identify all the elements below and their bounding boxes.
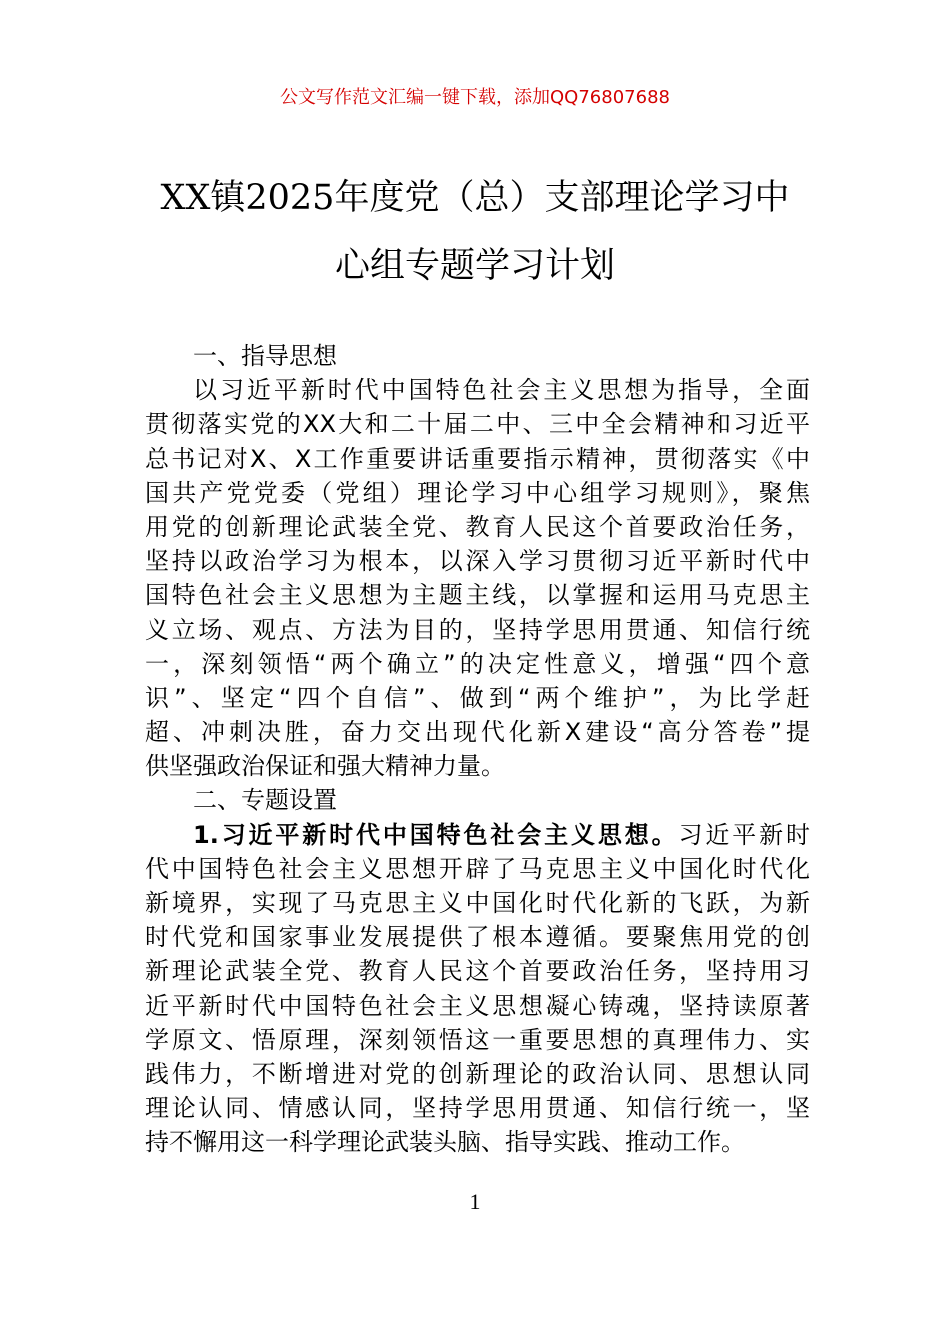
topic-1-first-line-text: 习近平新时 bbox=[678, 820, 810, 849]
document-title-line-1: XX镇2025年度党（总）支部理论学习中 bbox=[160, 178, 790, 218]
section-1-line: 以习近平新时代中国特色社会主义思想为指导，全面 bbox=[193, 376, 810, 405]
topic-1-line: 近平新时代中国特色社会主义思想凝心铸魂，坚持读原著 bbox=[145, 991, 810, 1020]
section-1-line: 识”、坚定“四个自信”、做到“两个维护”，为比学赶 bbox=[145, 683, 810, 712]
section-1-line: 用党的创新理论武装全党、教育人民这个首要政治任务， bbox=[145, 512, 810, 541]
document-title-line-2: 心组专题学习计划 bbox=[334, 246, 615, 286]
section-1-line: 总书记对X、X工作重要讲话重要指示精神，贯彻落实《中 bbox=[145, 444, 810, 473]
topic-1-first-line bbox=[145, 818, 810, 852]
section-1-heading: 一、指导思想 bbox=[193, 342, 337, 370]
section-1-line: 国共产党党委（党组）理论学习中心组学习规则》，聚焦 bbox=[145, 478, 810, 507]
section-1-line: 国特色社会主义思想为主题主线，以掌握和运用马克思主 bbox=[145, 581, 810, 610]
section-1-line: 超、冲刺决胜，奋力交出现代化新X建设“高分答卷”提 bbox=[145, 718, 810, 747]
section-1-line: 贯彻落实党的XX大和二十届二中、三中全会精神和习近平 bbox=[145, 410, 810, 439]
topic-1-line: 新境界，实现了马克思主义中国化时代化新的飞跃，为新 bbox=[145, 889, 810, 917]
document-body bbox=[145, 339, 810, 1160]
section-2-heading: 二、专题设置 bbox=[193, 786, 337, 815]
topic-1-line: 理论认同、情感认同，坚持学思用贯通、知信行统一，坚 bbox=[145, 1094, 810, 1123]
topic-1-line: 学原文、悟原理，深刻领悟这一重要思想的真理伟力、实 bbox=[145, 1025, 810, 1054]
download-note: 公文写作范文汇编一键下载，添加QQ76807688 bbox=[280, 87, 670, 108]
section-1-line: 坚持以政治学习为根本，以深入学习贯彻习近平新时代中 bbox=[145, 547, 810, 576]
page-number: 1 bbox=[469, 1189, 481, 1214]
section-1-line: 义立场、观点、方法为目的，坚持学思用贯通、知信行统 bbox=[145, 615, 810, 644]
section-1-line: 一，深刻领悟“两个确立”的决定性意义，增强“四个意 bbox=[145, 649, 810, 678]
topic-1-line: 持不懈用这一科学理论武装头脑、指导实践、推动工作。 bbox=[145, 1128, 745, 1157]
topic-1-line: 新理论武装全党、教育人民这个首要政治任务，坚持用习 bbox=[145, 957, 810, 986]
topic-1-line: 践伟力，不断增进对党的创新理论的政治认同、思想认同 bbox=[145, 1059, 810, 1088]
topic-1-line: 代中国特色社会主义思想开辟了马克思主义中国化时代化 bbox=[145, 854, 810, 883]
section-1-line: 供坚强政治保证和强大精神力量。 bbox=[145, 752, 505, 781]
topic-1-line: 时代党和国家事业发展提供了根本遵循。要聚焦用党的创 bbox=[145, 923, 810, 952]
topic-1-title: 1.习近平新时代中国特色社会主义思想。 bbox=[193, 820, 679, 849]
